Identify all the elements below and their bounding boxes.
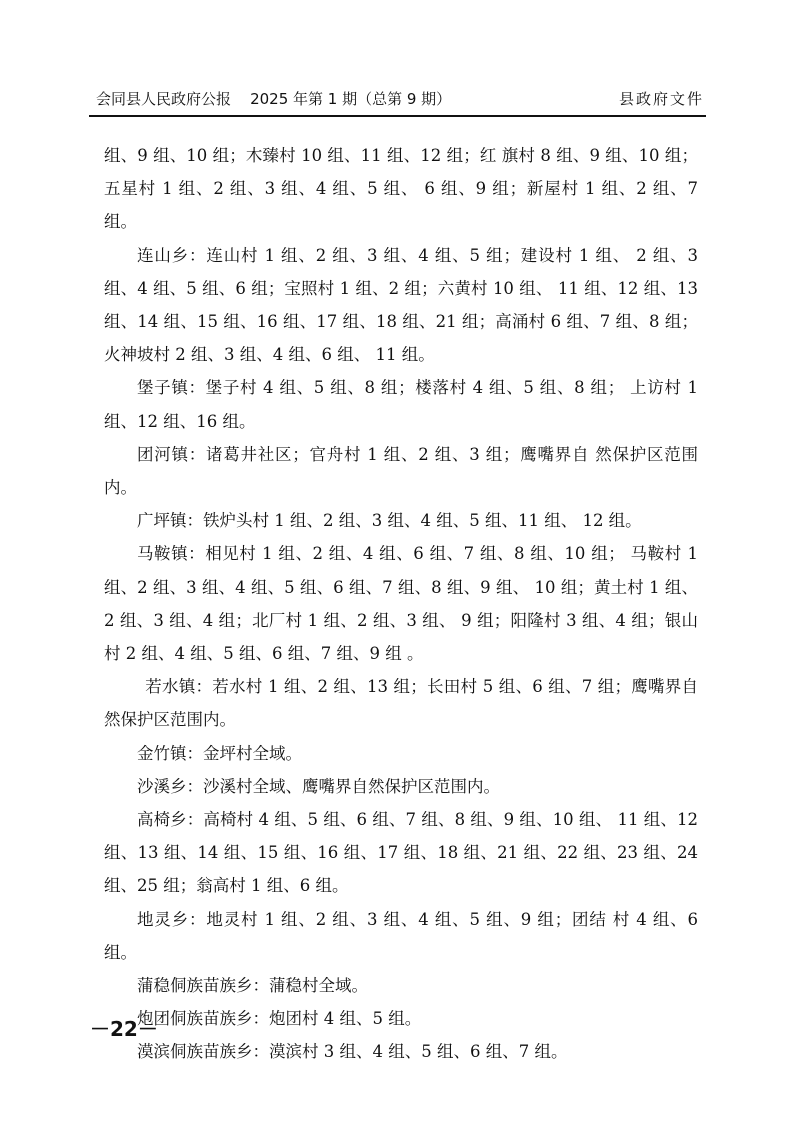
paragraph-jinzhu: 金竹镇：金坪村全域。 bbox=[137, 743, 302, 763]
paragraph-guangping: 广坪镇：铁炉头村 1 组、2 组、3 组、4 组、5 组、11 组、 12 组。 bbox=[137, 511, 642, 531]
paragraph-ruoshui: 若水镇：若水村 1 组、2 组、13 组；长田村 5 组、6 组、7 组；鹰嘴界自然保护区范围内。 bbox=[104, 677, 698, 730]
paragraph-tuanhe: 团河镇：诸葛井社区；官舟村 1 组、2 组、3 组；鹰嘴界自 然保护区范围内。 bbox=[104, 444, 698, 498]
page-number: －22－ bbox=[90, 1017, 158, 1041]
document-body bbox=[104, 139, 698, 1069]
paragraph-diling: 地灵乡：地灵村 1 组、2 组、3 组、4 组、5 组、9 组；团结 村 4 组、6 组。 bbox=[104, 909, 698, 962]
paragraph-gaoyi: 高椅乡：高椅村 4 组、5 组、6 组、7 组、8 组、9 组、10 组、 11 组、12 组、13 组、14 组、15 组、16 组、17 组、18 组、21 组、22 组、23 组、24 组、25 组；翁高村 1 组、6 组。 bbox=[104, 810, 698, 896]
paragraph-lianshan: 连山乡：连山村 1 组、2 组、3 组、4 组、5 组；建设村 1 组、 2 组、3 组、4 组、5 组、6 组；宝照村 1 组、2 组；六黄村 10 组、 11 组、12 组、13 组、14 组、15 组、16 组、17 组、18 组、21 组；高涌村 6 组、7 组、8 组；火神坡村 2 组、3 组、4 组、6 组、 11 组。 bbox=[104, 245, 698, 365]
section-title: 县政府文件 bbox=[618, 90, 704, 108]
paragraph-paotuan: 炮团侗族苗族乡：炮团村 4 组、5 组。 bbox=[137, 1009, 422, 1029]
header-divider bbox=[89, 115, 706, 117]
paragraph-maan: 马鞍镇：相见村 1 组、2 组、4 组、6 组、7 组、8 组、10 组； 马鞍村 1 组、2 组、3 组、4 组、5 组、6 组、7 组、8 组、9 组、 10 组；黄土村 1 组、2 组、3 组、4 组；北厂村 1 组、2 组、3 组、 9 组；阳隆村 3 组、4 组；银山村 2 组、4 组、5 组、6 组、7 组、9 组 。 bbox=[104, 544, 698, 664]
paragraph-mobin: 漠滨侗族苗族乡：漠滨村 3 组、4 组、5 组、6 组、7 组。 bbox=[137, 1042, 568, 1062]
paragraph-continuation: 组、9 组、10 组；木臻村 10 组、11 组、12 组；红 旗村 8 组、9 组、10 组；五星村 1 组、2 组、3 组、4 组、5 组、 6 组、9 组；新屋村 1 组、2 组、7 组。 bbox=[104, 146, 698, 232]
paragraph-shaxi: 沙溪乡：沙溪村全域、鹰嘴界自然保护区范围内。 bbox=[137, 776, 500, 796]
paragraph-puwen: 蒲稳侗族苗族乡：蒲稳村全域。 bbox=[137, 976, 368, 996]
page-header bbox=[96, 86, 704, 112]
gazette-issue-title: 会同县人民政府公报 2025 年第 1 期（总第 9 期） bbox=[96, 90, 452, 108]
paragraph-baozi: 堡子镇：堡子村 4 组、5 组、8 组；楼落村 4 组、5 组、8 组； 上访村 1 组、12 组、16 组。 bbox=[104, 378, 698, 431]
